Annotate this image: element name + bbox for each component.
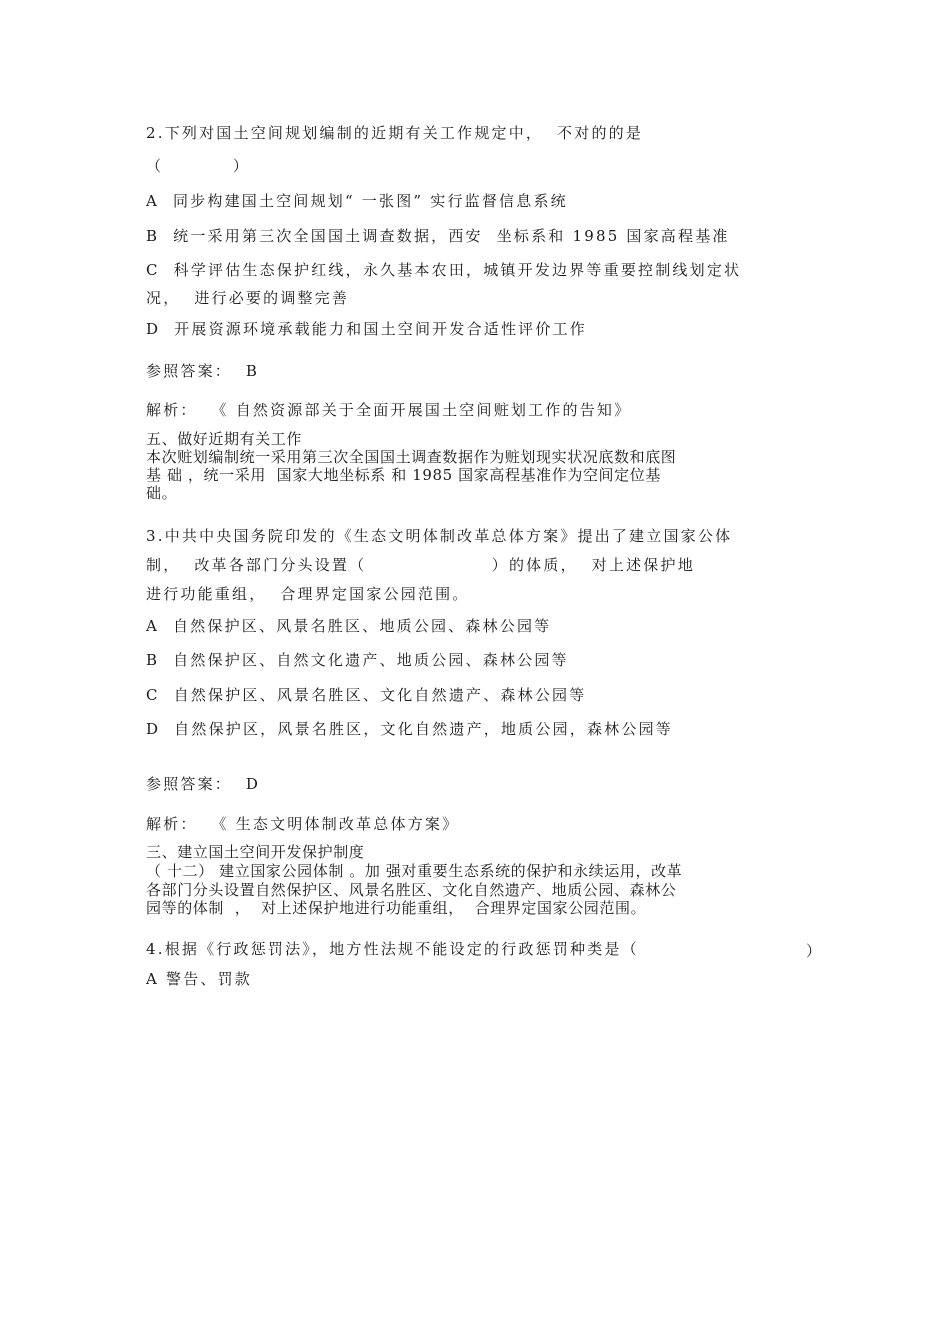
q3-analysis-line: 各部门分头设置自然保护区、风景名胜区、文化自然遗产、地质公园、森林公	[146, 881, 677, 899]
q4-stem-line-1: 4.根据《行政惩罚法》，地方性法规不能设定的行政惩罚种类是（	[146, 940, 639, 958]
q2-option-d: D 开展资源环境承载能力和国土空间开发合适性评价工作	[146, 320, 587, 338]
q3-analysis-title: 解析： 《 生态文明体制改革总体方案》	[146, 815, 460, 833]
q3-option-c: C 自然保护区、风景名胜区、文化自然遗产、森林公园等	[146, 686, 587, 704]
q3-analysis-line: 三、建立国土空间开发保护制度	[146, 843, 365, 861]
q3-analysis-line: 园等的体制 ， 对上述保护地进行功能重组， 合理界定国家公园范围。	[146, 899, 647, 917]
q3-stem-line-1: 3.中共中央国务院印发的《生态文明体制改革总体方案》提出了建立国家公体	[146, 527, 733, 545]
q3-option-d: D 自然保护区，风景名胜区，文化自然遗产，地质公园，森林公园等	[146, 720, 673, 738]
q3-answer: 参照答案： D	[146, 775, 261, 793]
q2-option-c: C 科学评估生态保护红线，永久基本农田，城镇开发边界等重要控制线划定状	[146, 261, 742, 279]
q2-stem-line-2: （ ）	[146, 157, 251, 175]
q2-analysis-title: 解析： 《 自然资源部关于全面开展国土空间赃划工作的告知》	[146, 401, 632, 419]
q3-option-b: B 自然保护区、自然文化遗产、地质公园、森林公园等	[146, 651, 569, 669]
q2-answer: 参照答案： B	[146, 362, 260, 380]
q2-option-c-cont: 况， 进行必要的调整完善	[146, 289, 350, 307]
q4-stem-close-paren: ）	[806, 942, 822, 960]
q2-analysis-line: 本次赃划编制统一采用第三次全国国土调查数据作为赃划现实状况底数和底图	[146, 448, 677, 466]
q2-analysis-line: 基 础 ，统一采用 国家大地坐标系 和 1985 国家高程基准作为空间定位基	[146, 466, 661, 484]
q3-option-a: A 自然保护区、风景名胜区、地质公园、森林公园等	[146, 617, 552, 635]
q2-option-b: B 统一采用第三次全国国土调查数据，西安 坐标系和 1985 国家高程基准	[146, 227, 730, 245]
q3-stem-line-2: 制， 改革各部门分头设置（ ）的体质， 对上述保护地	[146, 556, 695, 574]
q3-analysis-line: （ 十二） 建立国家公园体制 。加 强对重要生态系统的保护和永续运用，改革	[146, 862, 683, 880]
q4-option-a: A 警告、罚款	[146, 970, 253, 988]
q2-stem-line-1: 2.下列对国土空间规划编制的近期有关工作规定中， 不对的的是	[146, 124, 644, 142]
q2-option-a: A 同步构建国土空间规划“ 一张图” 实行监督信息系统	[146, 192, 568, 210]
q2-analysis-line: 五、做好近期有关工作	[146, 430, 303, 448]
q3-stem-line-3: 进行功能重组， 合理界定国家公园范围。	[146, 585, 470, 603]
q2-analysis-line: 础。	[146, 484, 178, 502]
